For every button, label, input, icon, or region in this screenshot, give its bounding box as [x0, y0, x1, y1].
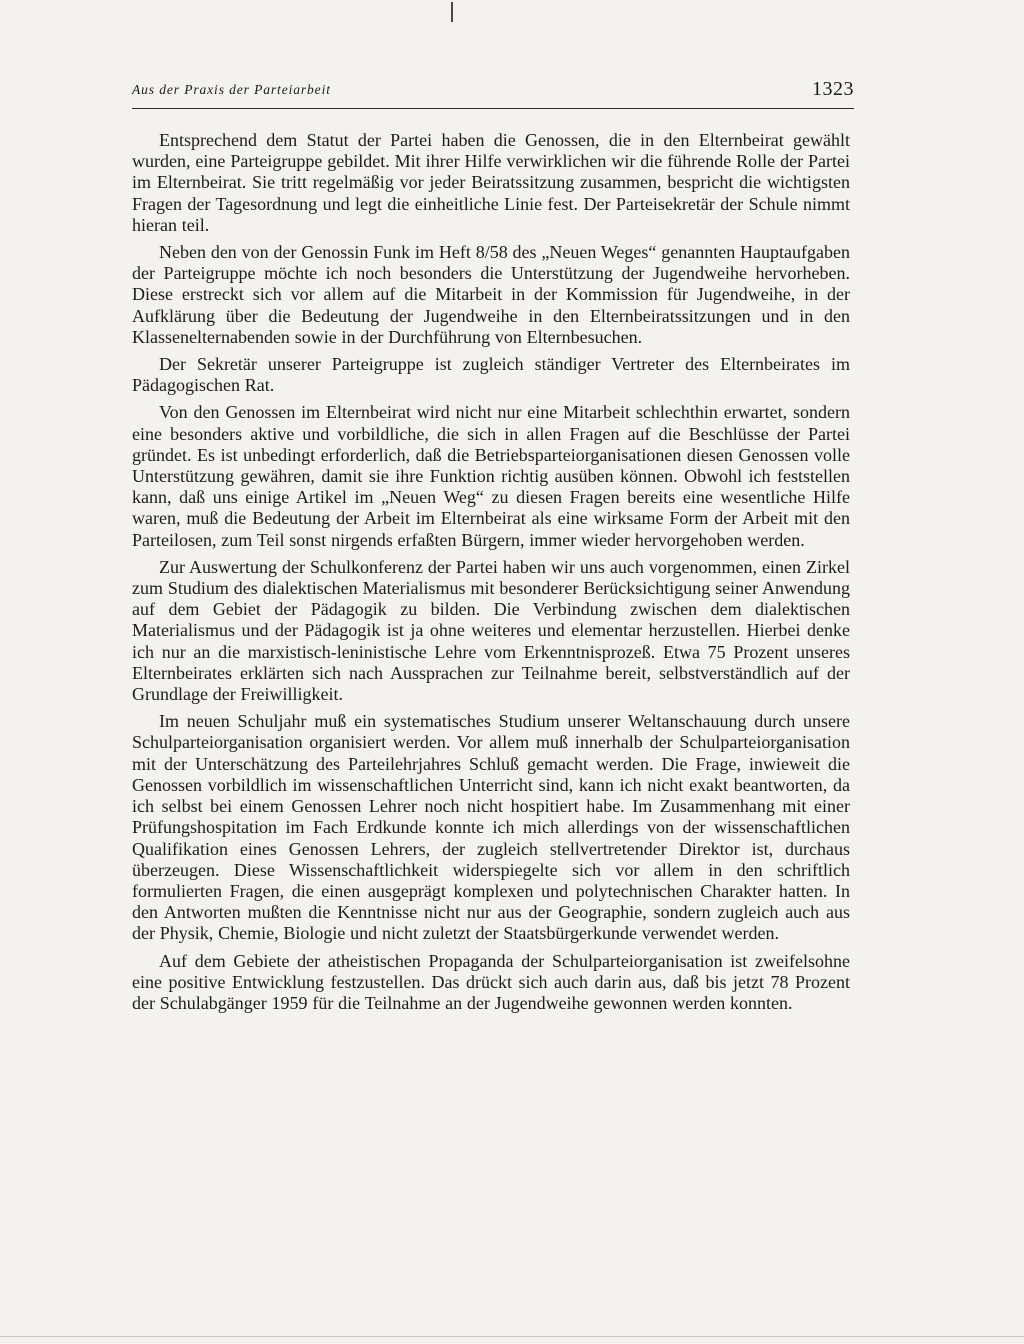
page-number: 1323	[812, 78, 854, 100]
article-body	[132, 130, 850, 1020]
paragraph-5: Zur Auswertung der Schulkonferenz der Partei haben wir uns auch vorgenommen, einen Zirkel zum Studium des dialektischen Materialismus mit besonderer Berücksichtigung seiner Anwendung auf dem Gebiet der Pädagogik zu bilden. Die Verbindung zwischen dem dialektischen Materialismus und der Pädagogik ist ja ohne weiteres und elementar herzustellen. Hierbei denke ich nur an die marxistisch-leninistische Lehre vom Erkenntnisprozeß. Etwa 75 Prozent unseres Elternbeirates erklärten sich nach Aussprachen zur Teilnahme bereit, selbstverständlich auf der Grundlage der Freiwilligkeit.	[132, 556, 850, 705]
paragraph-7: Auf dem Gebiete der atheistischen Propaganda der Schulparteiorganisation ist zweifelsohne eine positive Entwicklung festzustellen. Das drückt sich auch darin aus, daß bis jetzt 78 Prozent der Schulabgänger 1959 für die Teilnahme an der Jugendweihe gewonnen werden konnten.	[132, 950, 850, 1013]
paragraph-6: Im neuen Schuljahr muß ein systematisches Studium unserer Weltanschauung durch unsere Schulparteiorganisation organisiert werden. Vor allem muß innerhalb der Schulparteiorganisation mit der Unterschätzung des Parteilehrjahres Schluß gemacht werden. Die Frage, inwieweit die Genossen vorbildlich im wissenschaftlichen Unterricht sind, kann ich nicht exakt beantworten, da ich selbst bei einem Genossen Lehrer noch nicht hospitiert habe. Im Zusammenhang mit einer Prüfungshospitation im Fach Erdkunde konnte ich mich allerdings von der wissenschaftlichen Qualifikation eines Genossen Lehrers, der zugleich stellvertretender Direktor ist, durchaus überzeugen. Diese Wissenschaftlichkeit widerspiegelte sich vor allem in den schriftlich formulierten Fragen, die einen ausgeprägt komplexen und polytechnischen Charakter hatten. In den Antworten mußten die Kenntnisse nicht nur aus der Geographie, sondern zugleich auch aus der Physik, Chemie, Biologie und nicht zuletzt der Staatsbürgerkunde verwendet werden.	[132, 711, 850, 944]
paragraph-3: Der Sekretär unserer Parteigruppe ist zugleich ständiger Vertreter des Elternbeirates im Pädagogischen Rat.	[132, 354, 850, 396]
paragraph-4: Von den Genossen im Elternbeirat wird nicht nur eine Mitarbeit schlechthin erwartet, sondern eine besonders aktive und vorbildliche, die sich in allen Fragen auf die Beschlüsse der Partei gründet. Es ist unbedingt erforderlich, daß die Betriebsparteiorganisationen diesen Genossen volle Unterstützung gewähren, damit sie ihre Funktion richtig ausüben können. Obwohl ich feststellen kann, daß uns einige Artikel im „Neuen Weg“ zu diesen Fragen bereits eine wesentliche Hilfe waren, muß die Bedeutung der Arbeit im Elternbeirat als eine wirksame Form der Arbeit mit den Parteilosen, zum Teil sonst nirgends erfaßten Bürgern, immer wieder hervorgehoben werden.	[132, 402, 850, 550]
paragraph-1: Entsprechend dem Statut der Partei haben die Genossen, die in den Elternbeirat gewählt wurden, eine Parteigruppe gebildet. Mit ihrer Hilfe verwirklichen wir die führende Rolle der Partei im Elternbeirat. Sie tritt regelmäßig vor jeder Beiratssitzung zusammen, bespricht die wichtigsten Fragen der Tagesordnung und legt die einheitliche Linie fest. Der Parteisekretär der Schule nimmt hieran teil.	[132, 130, 850, 235]
paragraph-2: Neben den von der Genossin Funk im Heft 8/58 des „Neuen Weges“ genannten Hauptaufgaben der Parteigruppe möchte ich noch besonders die Unterstützung der Jugendweihe hervorheben. Diese erstreckt sich vor allem auf die Mitarbeit in der Kommission für Jugendweihe, in der Aufklärung über die Bedeutung der Jugendweihe in den Elternbeiratssitzungen und in den Klassenelternabenden sowie in der Durchführung von Elternbesuchen.	[132, 242, 850, 347]
scan-mark	[451, 2, 453, 22]
running-head: Aus der Praxis der Parteiarbeit	[132, 82, 331, 97]
scan-edge	[0, 1336, 1024, 1337]
page-header	[132, 78, 854, 109]
